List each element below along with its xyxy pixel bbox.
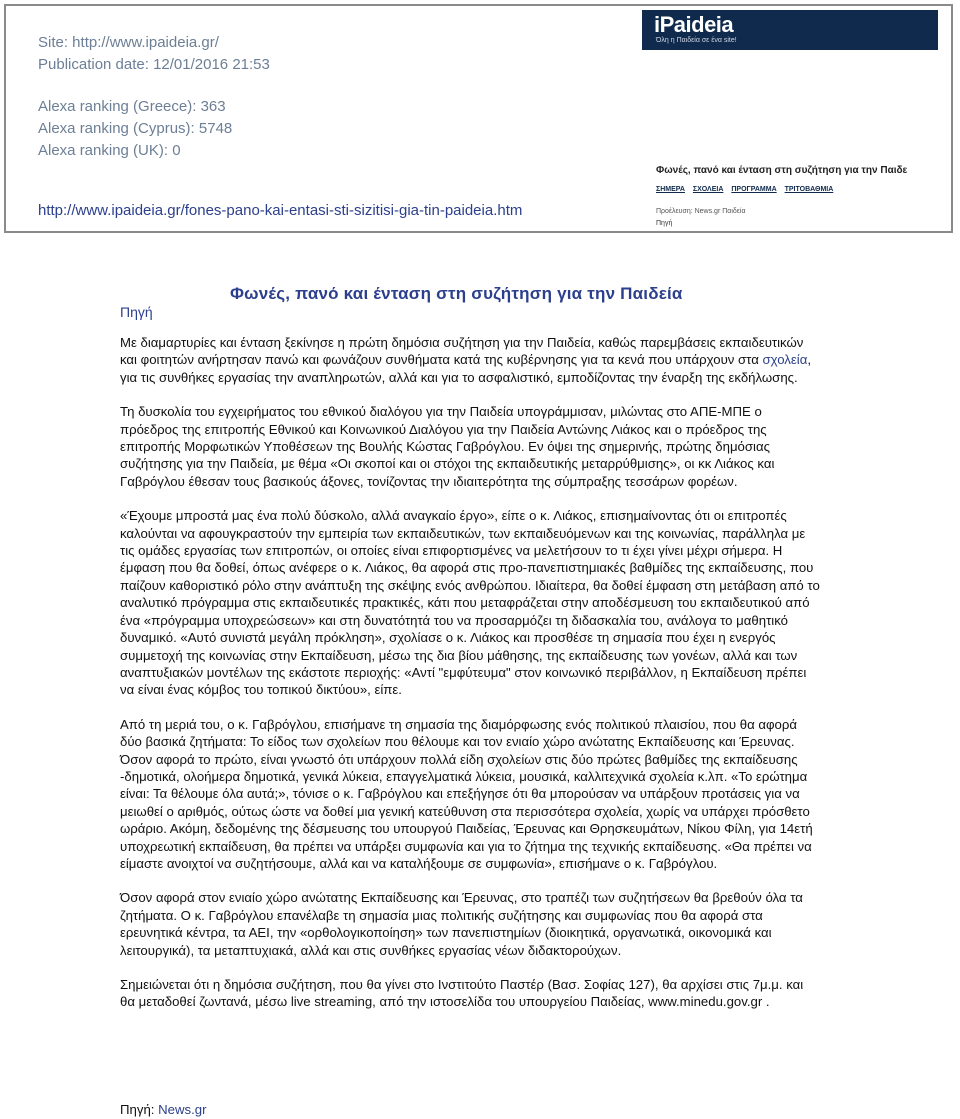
article-url-link[interactable]: http://www.ipaideia.gr/fones-pano-kai-entasi-sti-sizitisi-gia-tin-paideia.htm xyxy=(38,202,523,219)
thumbnail-nav xyxy=(656,186,839,193)
alexa-ranking-cyprus: Alexa ranking (Cyprus): 5748 xyxy=(38,120,233,137)
thumbnail-title: Φωνές, πανό και ένταση στη συζήτηση για την Παιδε xyxy=(656,165,908,176)
article-title: Φωνές, πανό και ένταση στη συζήτηση για την Παιδεία xyxy=(230,284,683,303)
paragraph: Με διαμαρτυρίες και ένταση ξεκίνησε η πρώτη δημόσια συζήτηση για την Παιδεία, καθώς παρεμβάσεις εκπαιδευτικών και φοιτητών ανήρτησαν πανώ και φωνάζουν συνθήματα κατά της κυβέρνησης για τα κενά που υπάρχουν στα σχολεία, για τις συνθήκες εργασίας την αναπληρωτών, αλλά και για το ασφαλιστικό, εμποδίζοντας την έναρξη της εκδήλωσης. xyxy=(120,335,811,385)
ipaideia-logo xyxy=(642,10,938,50)
paragraph: Όσον αφορά στον ενιαίο χώρο ανώτατης Εκπαίδευσης και Έρευνας, στο τραπέζι των συζητήσεων θα βρεθούν όλα τα ζητήματα. Ο κ. Γαβρόγλου επανέλαβε τη σημασία μιας πολιτικής συζήτησης και συμφωνίας που θα αφορά στα ερευνητικά κέντρα, τα ΑΕΙ, την «ορθολογικοποίηση» των πανεπιστημίων (διοικητικά, οργανωτικά, οικονομικά και λειτουργικά), τα μεταπτυχιακά, αλλά και στις συνθήκες εργασίας νέων διδακτορούχων. xyxy=(120,890,803,958)
paragraph: Σημειώνεται ότι η δημόσια συζήτηση, που θα γίνει στο Ινστιτούτο Παστέρ (Βασ. Σοφίας 127), θα αρχίσει στις 7μ.μ. και θα μεταδοθεί ζωντανά, μέσω live streaming, από την ιστοσελίδα του υπουργείου Παιδείας, www.minedu.gov.gr . xyxy=(120,977,804,1010)
thumbnail-nav-item[interactable]: ΣΧΟΛΕΙΑ xyxy=(692,186,724,193)
thumbnail-nav-item[interactable]: ΠΡΟΓΡΑΜΜΑ xyxy=(731,186,777,193)
thumbnail-source-short: Πηγή xyxy=(656,220,673,227)
alexa-ranking-uk: Alexa ranking (UK): 0 xyxy=(38,142,181,159)
thumbnail-nav-item[interactable]: ΤΡΙΤΟΒΑΘΜΙΑ xyxy=(784,186,834,193)
paragraph: Από τη μεριά του, ο κ. Γαβρόγλου, επισήμανε τη σημασία της διαμόρφωσης ενός πολιτικού πλαισίου, που θα αφορά δύο βασικά ζητήματα: Το είδος των σχολείων που θέλουμε και τον ενιαίο χώρο ανώτατης Εκπαίδευσης και Έρευνας. Όσον αφορά το πρώτο, είναι γνωστό ότι υπάρχουν πολλά είδη σχολείων στις δύο πρώτες βαθμίδες της εκπαίδευσης -δημοτικά, ολοήμερα δημοτικά, γενικά λύκεια, επαγγελματικά λύκεια, μουσικά, καλλιτεχνικά σχολεία κ.λπ. «Το ερώτημα είναι: Τα θέλουμε όλα αυτά;», τόνισε ο κ. Γαβρόγλου και επεξήγησε ότι θα μπορούσαν να υπάρξουν προτάσεις για να μειωθεί ο αριθμός, ούτως ώστε να δοθεί μια γενική κατεύθυνση στα περισσότερα σχολεία, χωρίς να υπάρχει πρόσθετο ωράριο. Ακόμη, δεδομένης της δέσμευσης του υπουργού Παιδείας, Έρευνας και Θρησκευμάτων, Νίκου Φίλη, για 14ετή υποχρεωτική εκπαίδευση, θα πρέπει να υπάρξει συμφωνία και για το ζήτημα της τεχνικής εκπαίδευσης. «Θα πρέπει να είμαστε ανοιχτοί να συζητήσουμε, αλλά και να καταλήξουμε σε συμφωνία», επισήμανε ο κ. Γαβρόγλου. xyxy=(120,716,813,871)
source-footer-link[interactable]: News.gr xyxy=(158,1102,207,1117)
logo-brand: iPaideia xyxy=(654,12,734,37)
paragraph: «Έχουμε μπροστά μας ένα πολύ δύσκολο, αλλά αναγκαίο έργο», είπε ο κ. Λιάκος, επισημαίνοντας ότι οι επιτροπές καλούνται να αφουγκραστούν την εμπειρία των εκπαιδευτικών, των εκπαιδευόμενων και της κοινωνίας, παράλληλα με τις ομάδες εργασίας των επιτροπών, οι οποίες είναι επιφορτισμένες να μελετήσουν το τι έχει γίνει μέχρι σήμερα. Η έμφαση που θα δοθεί, όπως ανέφερε ο κ. Λιάκος, θα αφορά στις προ-πανεπιστημιακές βαθμίδες της εκπαίδευσης, που παίζουν καθοριστικό ρόλο στην ανάπτυξη της σκέψης ενός ανθρώπου. Ιδιαίτερα, θα δοθεί έμφαση στη μετάβαση από το αναλυτικό πρόγραμμα στις εκπαιδευτικές πρακτικές, κάτι που μεταφράζεται στην αποδέσμευση του εκπαιδευτικού από ένα «πρόγραμμα υποχρεώσεων» και στη δυνατότητά του να προσαρμόζει τη διδασκαλία του, ανάλογα το μαθητικό δυναμικό. «Αυτό συνιστά μεγάλη πρόκληση», σχολίασε ο κ. Λιάκος και προσθέσε τη σημασία που έχει η ενεργός συμμετοχή της κοινωνίας στην Εκπαίδευση, μέσω της δια βίου μάθησης, της εκπαίδευσης των γονέων, αλλά και των αναπτυξιακών μοντέλων της εκάστοτε περιοχής: «Αντί "εμφύτευμα" στον κοινωνικό περιβάλλον, η Εκπαίδευση πρέπει να είναι ένας κόμβος του τοπικού δικτύου», είπε. xyxy=(120,508,820,698)
paragraph: Τη δυσκολία του εγχειρήματος του εθνικού διαλόγου για την Παιδεία υπογράμμισαν, μιλώντας στο ΑΠΕ-ΜΠΕ ο πρόεδρος της επιτροπής Εθνικού και Κοινωνικού Διαλόγου για την Παιδεία Αντώνης Λιάκος και ο πρόεδρος της επιτροπής Μορφωτικών Υποθέσεων της Βουλής Κώστας Γαβρόγλου. Εν όψει της σημερινής, πρώτης δημόσιας συζήτησης για την Παιδεία, με θέμα «Οι σκοποί και οι στόχοι της εκπαιδευτικής μεταρρύθμισης», οι κκ Λιάκος και Γαβρόγλου έθεσαν τους βασικούς άξονες, τονίζοντας την ιδιαιτερότητα της σύμπραξης τεσσάρων φορέων. xyxy=(120,404,775,489)
alexa-ranking-greece: Alexa ranking (Greece): 363 xyxy=(38,98,226,115)
logo-tagline: Όλη η Παιδεία σε ένα site! xyxy=(656,37,737,44)
source-footer-label: Πηγή: xyxy=(120,1102,159,1117)
source-link[interactable]: Πηγή xyxy=(120,304,153,320)
article-body xyxy=(120,334,820,1028)
publication-date: Publication date: 12/01/2016 21:53 xyxy=(38,56,270,73)
metadata-list xyxy=(38,32,270,162)
source-footer xyxy=(120,1102,207,1117)
thumbnail-source-line: Προέλευση: News.gr Παιδεία xyxy=(656,208,746,215)
schools-link[interactable]: σχολεία xyxy=(762,352,808,368)
thumbnail-nav-item[interactable]: ΣΗΜΕΡΑ xyxy=(656,186,685,193)
site-url[interactable]: Site: http://www.ipaideia.gr/ xyxy=(38,34,219,51)
